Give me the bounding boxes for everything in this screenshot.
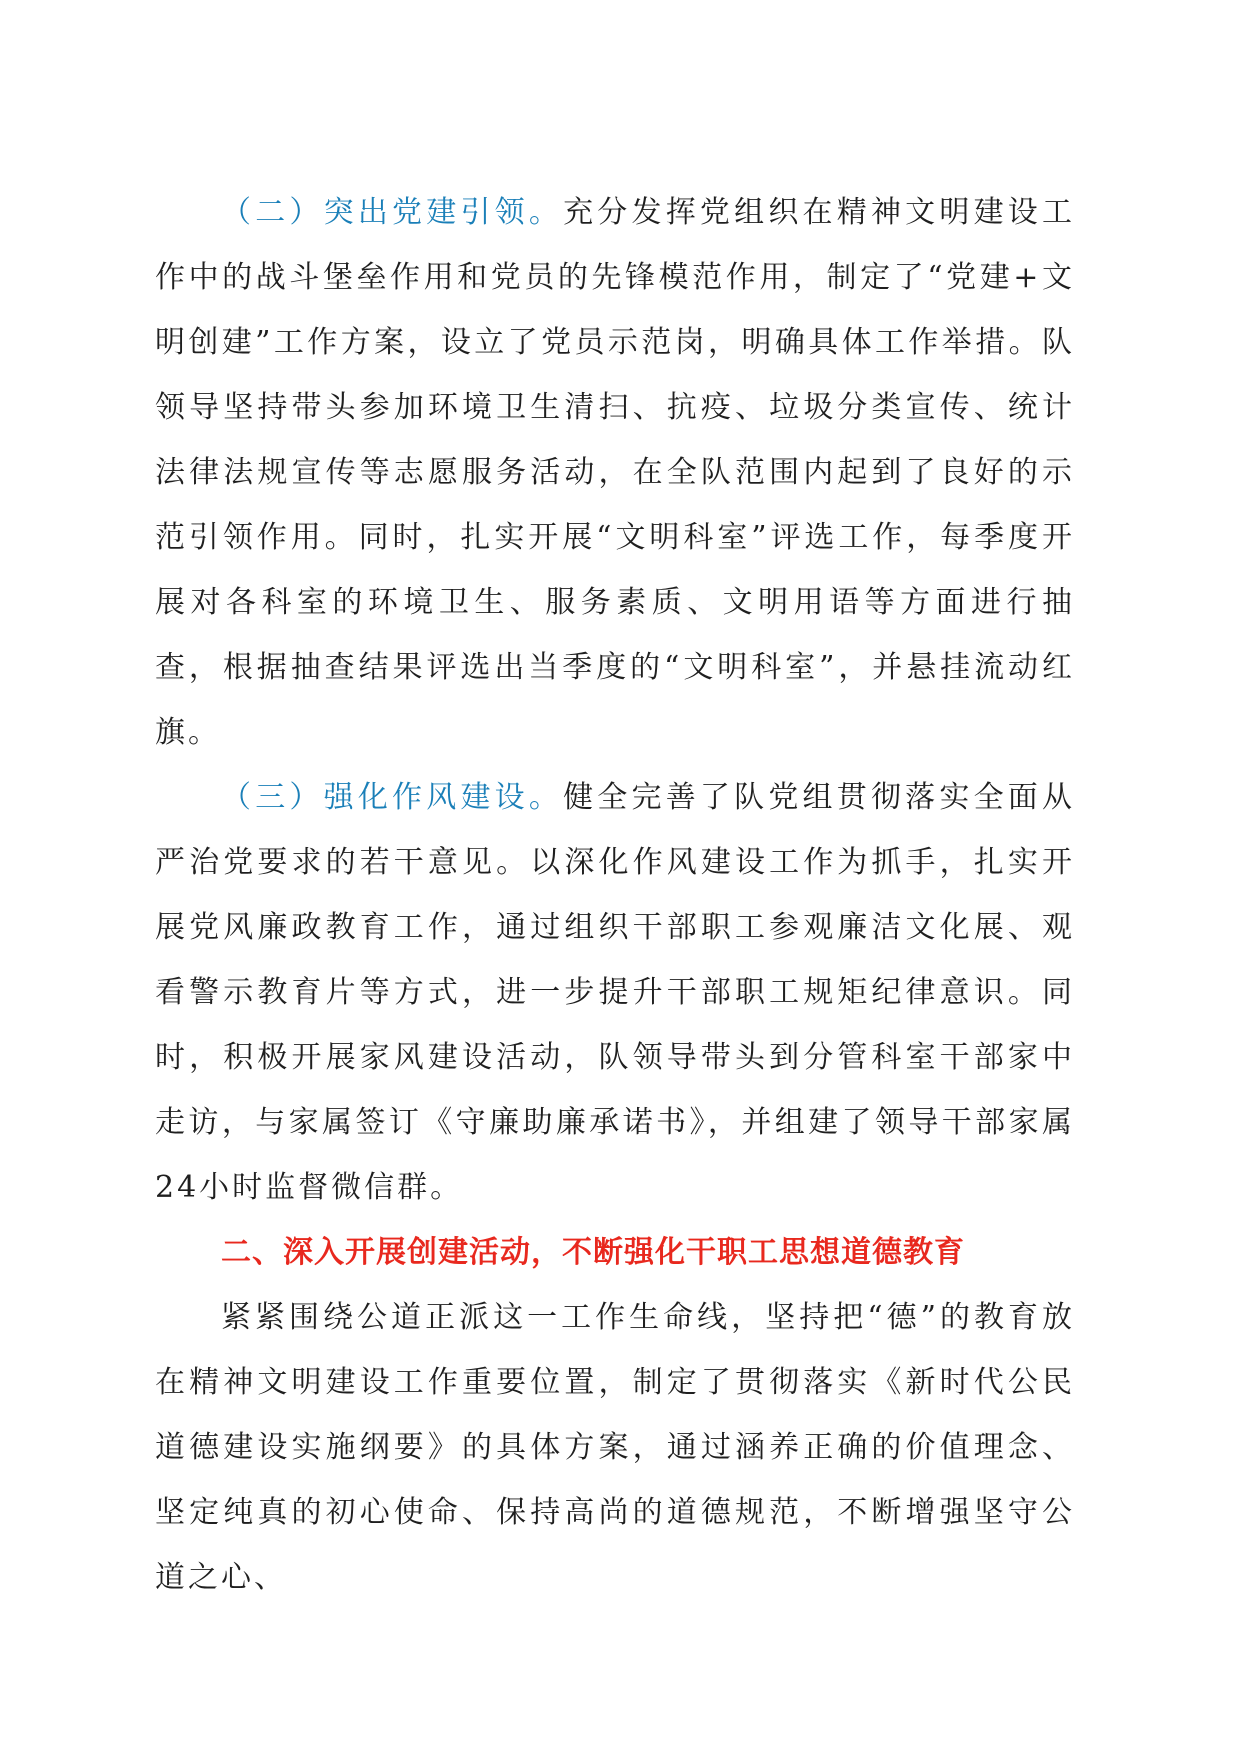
subheading-party-building: （二）突出党建引领。 [221, 195, 564, 230]
paragraph-text: 充分发挥党组织在精神文明建设工作中的战斗堡垒作用和党员的先锋模范作用，制定了“党建+文明创建”工作方案，设立了党员示范岗，明确具体工作举措。队领导坚持带头参加环境卫生清扫、抗疫、垃圾分类宣传、统计法律法规宣传等志愿服务活动，在全队范围内起到了良好的示范引领作用。同时，扎实开展“文明科室”评选工作，每季度开展对各科室的环境卫生、服务素质、文明用语等方面进行抽查，根据抽查结果评选出当季度的“文明科室”，并悬挂流动红旗。 [155, 195, 1076, 750]
paragraph-party-building [155, 180, 1075, 765]
paragraph-work-style [155, 765, 1075, 1220]
subheading-work-style: （三）强化作风建设。 [221, 780, 564, 815]
paragraph-text: 健全完善了队党组贯彻落实全面从严治党要求的若干意见。以深化作风建设工作为抓手，扎实开展党风廉政教育工作，通过组织干部职工参观廉洁文化展、观看警示教育片等方式，进一步提升干部职工规矩纪律意识。同时，积极开展家风建设活动，队领导带头到分管科室干部家中走访，与家属签订《守廉助廉承诺书》，并组建了领导干部家属24小时监督微信群。 [155, 780, 1076, 1205]
section-heading: 二、深入开展创建活动，不断强化干职工思想道德教育 [221, 1235, 965, 1270]
paragraph-moral-education: 紧紧围绕公道正派这一工作生命线，坚持把“德”的教育放在精神文明建设工作重要位置，制定了贯彻落实《新时代公民道德建设实施纲要》的具体方案，通过涵养正确的价值理念、坚定纯真的初心使命、保持高尚的道德规范，不断增强坚守公道之心、 [155, 1300, 1075, 1595]
document-body [155, 180, 1075, 1610]
